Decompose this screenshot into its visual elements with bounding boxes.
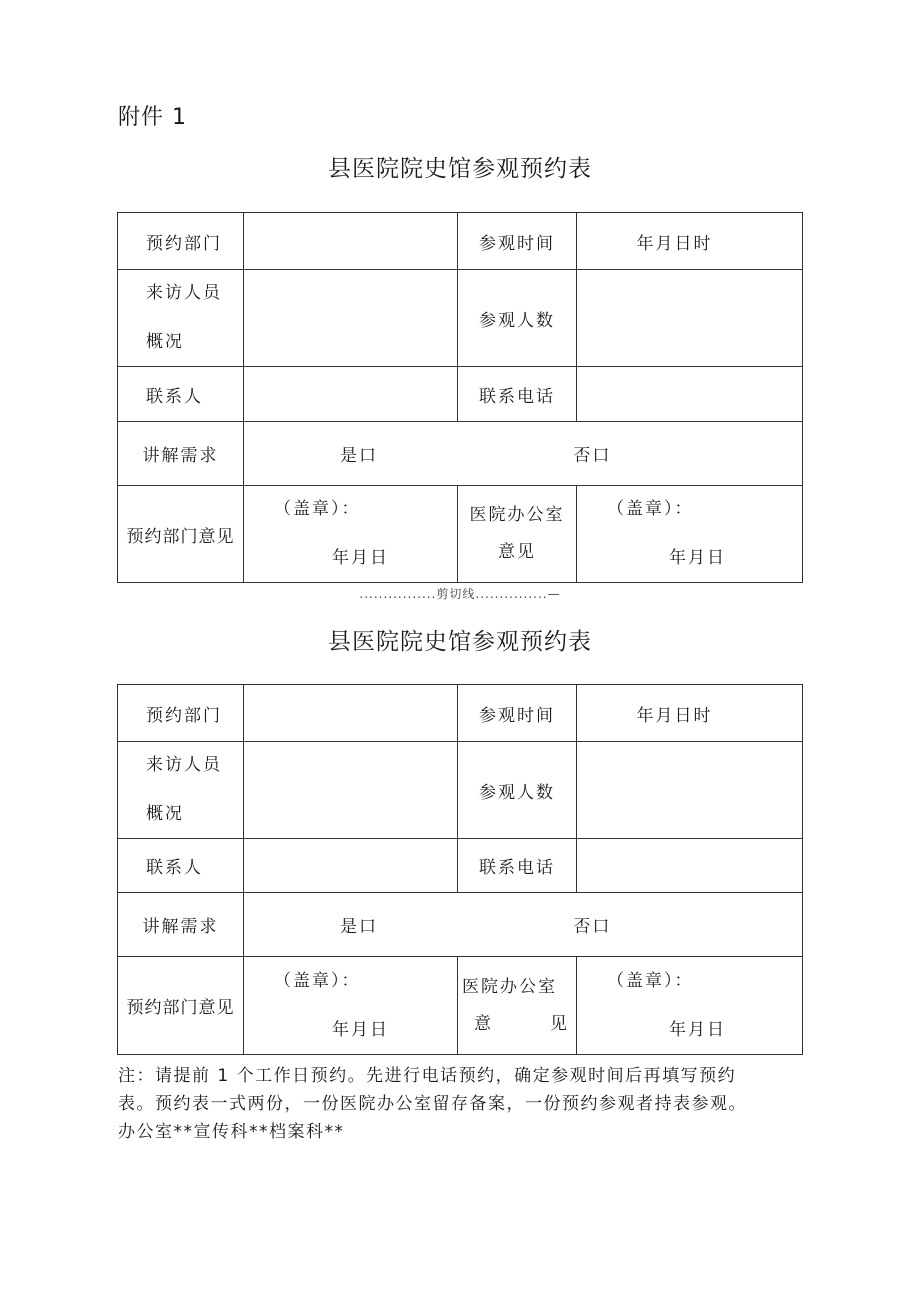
dept-opinion-label: 预约部门意见: [118, 486, 244, 583]
visitor-field[interactable]: [244, 742, 458, 839]
office-opinion-line2: 意见: [498, 542, 536, 562]
footnote: [118, 1062, 808, 1146]
form-row-visitor: [118, 742, 803, 839]
dept-stamp-text: （盖章）：: [274, 499, 361, 519]
office-stamp-text: （盖章）：: [607, 499, 694, 519]
dept-opinion-label: 预约部门意见: [118, 957, 244, 1055]
phone-field[interactable]: [577, 839, 803, 893]
visitor-field[interactable]: [244, 270, 458, 367]
dept-date-text: 年月日: [332, 548, 389, 568]
visitor-count-label: 参观人数: [458, 742, 577, 839]
office-opinion-line1: 医院办公室: [469, 505, 565, 525]
cut-line: ................剪切线...............—: [359, 587, 561, 601]
visitor-count-field[interactable]: [577, 270, 803, 367]
office-opinion-field[interactable]: [577, 957, 803, 1055]
contact-label: 联系人: [118, 367, 244, 422]
guide-no-checkbox[interactable]: 否口: [573, 917, 612, 937]
office-opinion-line2: 意 见: [474, 1013, 569, 1034]
dept-label: 预约部门: [118, 213, 244, 270]
guide-no-checkbox[interactable]: 否口: [573, 446, 612, 466]
visitor-label-line2: 概况: [146, 332, 184, 352]
office-date-text: 年月日: [669, 1019, 726, 1040]
phone-field[interactable]: [577, 367, 803, 422]
dept-opinion-field[interactable]: [244, 486, 458, 583]
visitor-label: [118, 742, 244, 839]
visit-time-label: 参观时间: [458, 685, 577, 742]
dept-stamp-text: （盖章）：: [274, 970, 361, 991]
office-opinion-label: [458, 957, 577, 1055]
attachment-label: 附件 1: [118, 105, 187, 130]
visitor-label-line1: 来访人员: [146, 755, 222, 775]
guide-yes-checkbox[interactable]: 是口: [340, 446, 378, 466]
visit-time-field[interactable]: 年月日时: [577, 685, 803, 742]
office-opinion-field[interactable]: [577, 486, 803, 583]
footnote-line: 注：请提前 1 个工作日预约。先进行电话预约，确定参观时间后再填写预约: [118, 1066, 737, 1086]
form-row-dept: [118, 685, 803, 742]
guide-options: [244, 893, 803, 957]
dept-field[interactable]: [244, 213, 458, 270]
visit-time-label: 参观时间: [458, 213, 577, 270]
office-stamp-text: （盖章）：: [607, 970, 694, 991]
form-title: 县医院院史馆参观预约表: [328, 629, 592, 655]
contact-label: 联系人: [118, 839, 244, 893]
form-row-dept: [118, 213, 803, 270]
form-row-contact: [118, 367, 803, 422]
form-row-contact: [118, 839, 803, 893]
office-opinion-label: [458, 486, 577, 583]
visit-time-field[interactable]: 年月日时: [577, 213, 803, 270]
contact-field[interactable]: [244, 839, 458, 893]
contact-field[interactable]: [244, 367, 458, 422]
appointment-form: [117, 212, 803, 583]
office-opinion-line1: 医院办公室: [462, 976, 557, 997]
guide-label: 讲解需求: [118, 893, 244, 957]
office-date-text: 年月日: [669, 548, 726, 568]
form-row-guide: [118, 893, 803, 957]
dept-opinion-field[interactable]: [244, 957, 458, 1055]
form-title: 县医院院史馆参观预约表: [328, 156, 592, 182]
form-row-opinion: [118, 486, 803, 583]
dept-label: 预约部门: [118, 685, 244, 742]
form-row-opinion: [118, 957, 803, 1055]
guide-yes-checkbox[interactable]: 是口: [340, 917, 378, 937]
visitor-label-line1: 来访人员: [146, 283, 222, 303]
footnote-line: 表。预约表一式两份，一份医院办公室留存备案，一份预约参观者持表参观。: [118, 1094, 747, 1114]
form-row-guide: [118, 422, 803, 486]
visitor-count-label: 参观人数: [458, 270, 577, 367]
visitor-label: [118, 270, 244, 367]
phone-label: 联系电话: [458, 839, 577, 893]
guide-options: [244, 422, 803, 486]
visitor-count-field[interactable]: [577, 742, 803, 839]
dept-field[interactable]: [244, 685, 458, 742]
guide-label: 讲解需求: [118, 422, 244, 486]
dept-date-text: 年月日: [332, 1019, 389, 1040]
footnote-line: 办公室**宣传科**档案科**: [118, 1122, 345, 1142]
form-row-visitor: [118, 270, 803, 367]
appointment-form: [117, 684, 803, 1055]
phone-label: 联系电话: [458, 367, 577, 422]
visitor-label-line2: 概况: [146, 804, 184, 824]
